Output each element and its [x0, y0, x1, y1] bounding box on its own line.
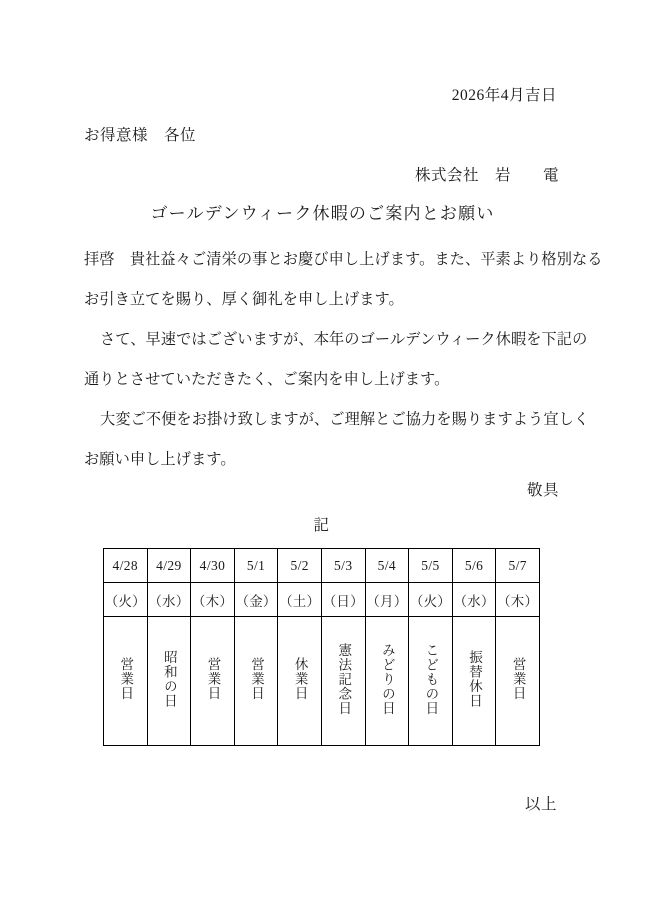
footer-end-mark: 以上	[524, 796, 557, 813]
schedule-status-cell	[234, 617, 278, 746]
schedule-date-cell: 5/6	[452, 549, 496, 583]
schedule-date-cell: 4/28	[104, 549, 148, 583]
schedule-status-label: こどもの日	[423, 642, 439, 716]
table-row-status	[104, 617, 540, 746]
schedule-date-cell: 5/4	[365, 549, 409, 583]
paragraph-line: 通りとさせていただきたく、ご案内を申し上げます。	[84, 371, 450, 388]
schedule-weekday-cell: （水）	[452, 583, 496, 617]
holiday-schedule-table	[103, 548, 540, 746]
paragraph	[84, 240, 603, 320]
schedule-date-cell: 5/5	[409, 549, 453, 583]
schedule-status-cell	[147, 617, 191, 746]
schedule-status-label: 営業日	[205, 657, 221, 701]
schedule-weekday-cell: （月）	[365, 583, 409, 617]
schedule-date-cell: 5/2	[278, 549, 322, 583]
schedule-status-cell	[496, 617, 540, 746]
page-title: ゴールデンウィーク休暇のご案内とお願い	[150, 204, 495, 223]
sender-company-name: 株式会社 岩 電	[414, 167, 559, 184]
schedule-status-cell	[365, 617, 409, 746]
addressee-line: お得意様 各位	[84, 127, 197, 144]
schedule-weekday-cell: （木）	[496, 583, 540, 617]
schedule-status-cell	[452, 617, 496, 746]
paragraph-line: さて、早速ではございますが、本年のゴールデンウィーク休暇を下記の	[100, 331, 588, 348]
schedule-date-cell: 4/30	[191, 549, 235, 583]
document-date: 2026年4月吉日	[451, 87, 557, 104]
schedule-weekday-cell: （水）	[147, 583, 191, 617]
schedule-date-cell: 5/3	[321, 549, 365, 583]
schedule-date-cell: 5/1	[234, 549, 278, 583]
paragraph	[84, 400, 590, 480]
paragraph-line: お引き立てを賜り、厚く御礼を申し上げます。	[84, 291, 404, 308]
body-text	[84, 240, 603, 480]
schedule-status-label: 営業日	[249, 657, 265, 701]
paragraph-line: 拝啓 貴社益々ご清栄の事とお慶び申し上げます。また、平素より格別なる	[84, 251, 603, 268]
schedule-status-label: 休業日	[292, 657, 308, 701]
paragraph-line: 大変ご不便をお掛け致しますが、ご理解とご協力を賜りますよう宜しく	[100, 411, 590, 428]
schedule-status-label: みどりの日	[379, 642, 395, 716]
schedule-status-label: 振替休日	[467, 650, 482, 708]
schedule-status-label: 昭和の日	[161, 650, 177, 708]
paragraph-line: お願い申し上げます。	[84, 451, 236, 468]
record-heading: 記	[313, 517, 330, 534]
schedule-date-cell: 5/7	[496, 549, 540, 583]
schedule-status-cell	[321, 617, 365, 746]
schedule-status-cell	[104, 617, 148, 746]
schedule-date-cell: 4/29	[147, 549, 191, 583]
schedule-status-cell	[278, 617, 322, 746]
schedule-weekday-cell: （土）	[278, 583, 322, 617]
table-row-weekdays	[104, 583, 540, 617]
paragraph	[84, 320, 588, 400]
closing-salutation: 敬具	[526, 482, 559, 499]
schedule-status-label: 営業日	[118, 657, 134, 701]
schedule-status-cell	[409, 617, 453, 746]
schedule-weekday-cell: （火）	[104, 583, 148, 617]
schedule-weekday-cell: （火）	[409, 583, 453, 617]
table-row-dates	[104, 549, 540, 583]
schedule-weekday-cell: （日）	[321, 583, 365, 617]
schedule-status-label: 営業日	[510, 657, 526, 701]
schedule-weekday-cell: （金）	[234, 583, 278, 617]
schedule-weekday-cell: （木）	[191, 583, 235, 617]
schedule-status-label: 憲法記念日	[336, 642, 352, 716]
schedule-status-cell	[191, 617, 235, 746]
